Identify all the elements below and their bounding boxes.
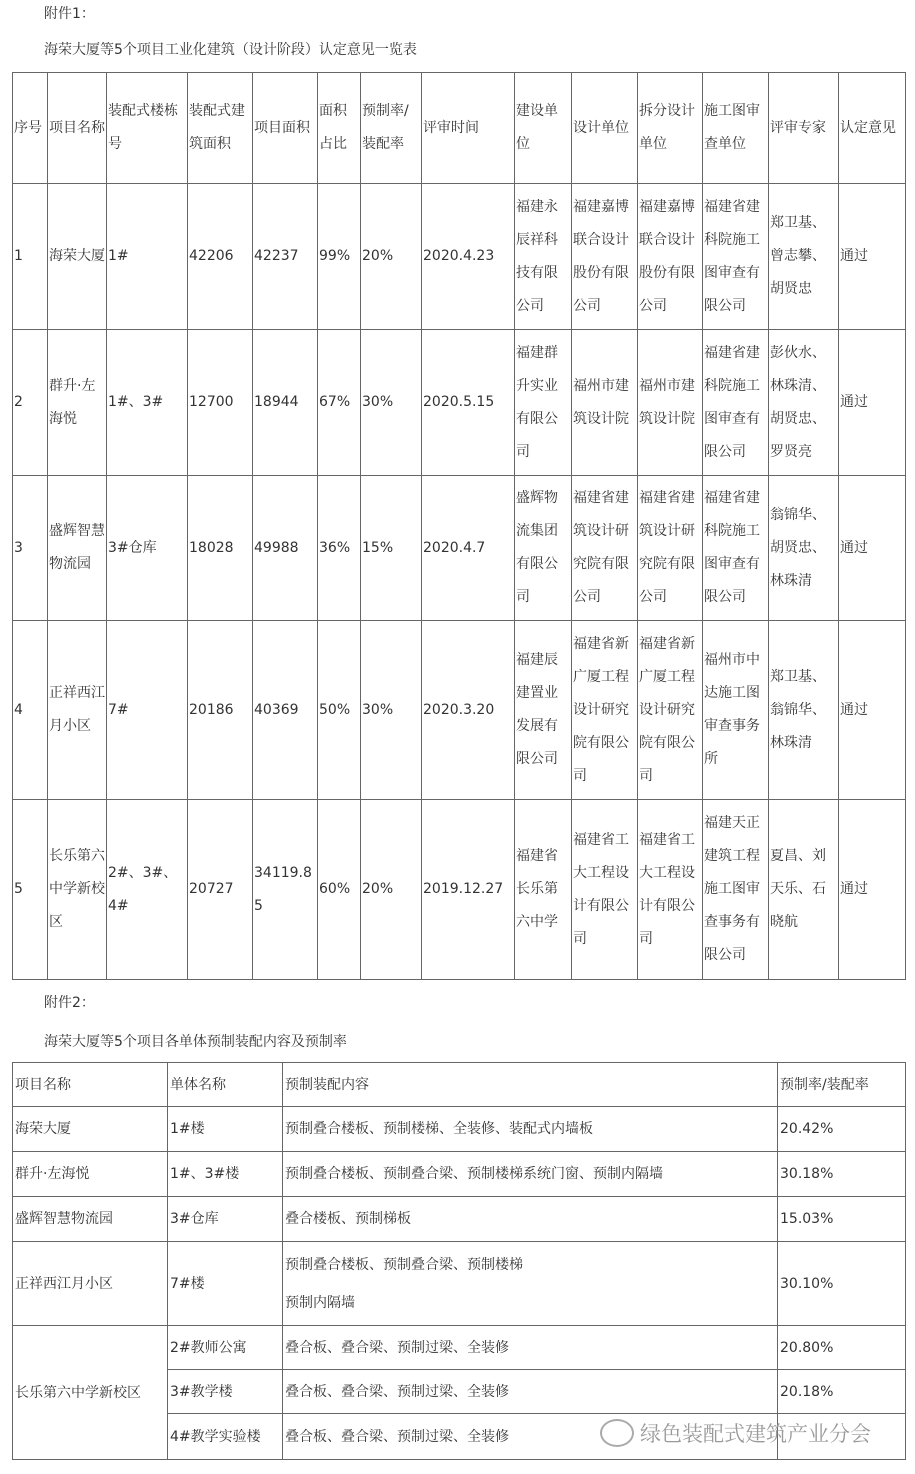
table-cell: 福建省建筑设计研究院有限公司 — [572, 476, 638, 621]
table-cell: 福建嘉博联合设计股份有限公司 — [638, 184, 703, 330]
table-cell: 福州市建筑设计院 — [572, 330, 638, 476]
table-cell: 1# — [107, 184, 188, 330]
table-cell: 长乐第六中学新校区 — [48, 800, 107, 980]
watermark — [600, 1418, 871, 1448]
table-cell: 盛辉智慧物流园 — [13, 1197, 168, 1242]
table-cell: 1 — [13, 184, 48, 330]
header-cell: 施工图审查单位 — [703, 73, 769, 184]
table-row — [13, 1197, 906, 1242]
table-cell: 福建省建筑设计研究院有限公司 — [638, 476, 703, 621]
table-cell: 福建省建科院施工图审查有限公司 — [703, 184, 769, 330]
table-row — [13, 1107, 906, 1152]
table-cell: 通过 — [839, 330, 906, 476]
table-cell — [283, 1242, 778, 1326]
table-cell: 群升·左海悦 — [13, 1152, 168, 1197]
table-cell: 群升·左海悦 — [48, 330, 107, 476]
table-cell: 2#教师公寓 — [168, 1326, 283, 1370]
table-cell: 4#教学实验楼 — [168, 1414, 283, 1460]
content-line: 预制内隔墙 — [285, 1294, 355, 1311]
header-row — [13, 73, 906, 184]
watermark-text: 绿色装配式建筑产业分会 — [640, 1422, 871, 1446]
table-cell: 福建天正建筑工程施工图审查事务有限公司 — [703, 800, 769, 980]
header-cell: 建设单位 — [515, 73, 572, 184]
table-cell: 67% — [318, 330, 361, 476]
attachment1-label: 附件1： — [44, 6, 95, 22]
table-cell: 郑卫基、翁锦华、林珠清 — [769, 621, 839, 800]
table-row — [13, 1326, 906, 1370]
header-cell: 单体名称 — [168, 1063, 283, 1107]
header-cell: 认定意见 — [839, 73, 906, 184]
table-cell: 通过 — [839, 476, 906, 621]
table-cell: 1#楼 — [168, 1107, 283, 1152]
table-cell: 福建省工大工程设计有限公司 — [638, 800, 703, 980]
table-cell: 42206 — [188, 184, 253, 330]
table-cell: 长乐第六中学新校区 — [13, 1326, 168, 1460]
header-cell: 序号 — [13, 73, 48, 184]
table-cell: 15.03% — [778, 1197, 906, 1242]
content-line: 叠合板、叠合梁、预制过梁、全装修 — [285, 1339, 509, 1356]
table-cell: 福州市中达施工图审查事务所 — [703, 621, 769, 800]
table-row — [13, 476, 906, 621]
header-cell: 装配式建筑面积 — [188, 73, 253, 184]
header-cell: 预制装配内容 — [283, 1063, 778, 1107]
table-cell: 2020.4.23 — [422, 184, 515, 330]
table-row — [13, 1152, 906, 1197]
table-cell: 34119.85 — [253, 800, 318, 980]
table-cell: 3 — [13, 476, 48, 621]
table-cell — [283, 1197, 778, 1242]
table-cell: 夏昌、刘天乐、石晓航 — [769, 800, 839, 980]
header-cell: 预制率/装配率 — [778, 1063, 906, 1107]
table-cell: 20727 — [188, 800, 253, 980]
header-cell: 项目名称 — [13, 1063, 168, 1107]
table-cell: 3#仓库 — [107, 476, 188, 621]
table-cell: 2020.5.15 — [422, 330, 515, 476]
table-cell: 40369 — [253, 621, 318, 800]
table-cell: 30.18% — [778, 1152, 906, 1197]
table-row — [13, 800, 906, 980]
header-cell: 拆分设计单位 — [638, 73, 703, 184]
table-cell — [283, 1326, 778, 1370]
table-cell: 50% — [318, 621, 361, 800]
table-cell — [283, 1370, 778, 1414]
table-cell: 福州市建筑设计院 — [638, 330, 703, 476]
table-cell: 福建省新广厦工程设计研究院有限公司 — [638, 621, 703, 800]
content-line: 叠合板、叠合梁、预制过梁、全装修 — [285, 1383, 509, 1400]
table-cell: 福建省新广厦工程设计研究院有限公司 — [572, 621, 638, 800]
table-cell: 4 — [13, 621, 48, 800]
table-cell: 15% — [361, 476, 422, 621]
content-line: 预制叠合楼板、预制叠合梁、预制楼梯 — [285, 1256, 523, 1273]
table-cell: 30.10% — [778, 1242, 906, 1326]
table-cell — [283, 1152, 778, 1197]
table-cell: 海荣大厦 — [48, 184, 107, 330]
table-cell: 翁锦华、胡贤忠、林珠清 — [769, 476, 839, 621]
table-cell: 2 — [13, 330, 48, 476]
table-cell: 7# — [107, 621, 188, 800]
table-cell: 18944 — [253, 330, 318, 476]
table-cell: 5 — [13, 800, 48, 980]
table-cell: 20% — [361, 800, 422, 980]
table-cell: 30% — [361, 330, 422, 476]
table-cell: 1#、3#楼 — [168, 1152, 283, 1197]
table-cell: 2020.4.7 — [422, 476, 515, 621]
table-cell: 福建辰建置业发展有限公司 — [515, 621, 572, 800]
table-cell: 通过 — [839, 184, 906, 330]
content-line: 叠合板、叠合梁、预制过梁、全装修 — [285, 1428, 509, 1445]
table-cell: 福建嘉博联合设计股份有限公司 — [572, 184, 638, 330]
table-cell: 正祥西江月小区 — [48, 621, 107, 800]
table-cell: 福建省长乐第六中学 — [515, 800, 572, 980]
table-cell: 2019.12.27 — [422, 800, 515, 980]
approval-table — [12, 72, 906, 980]
attachment1-title: 海荣大厦等5个项目工业化建筑（设计阶段）认定意见一览表 — [44, 42, 417, 58]
table-cell: 福建永辰祥科技有限公司 — [515, 184, 572, 330]
table-cell: 99% — [318, 184, 361, 330]
table-cell: 18028 — [188, 476, 253, 621]
table-cell: 海荣大厦 — [13, 1107, 168, 1152]
table-cell: 3#教学楼 — [168, 1370, 283, 1414]
table-cell: 12700 — [188, 330, 253, 476]
table-cell: 福建群升实业有限公司 — [515, 330, 572, 476]
table-cell — [283, 1107, 778, 1152]
table-row — [13, 330, 906, 476]
table-cell: 通过 — [839, 621, 906, 800]
table-cell: 福建省工大工程设计有限公司 — [572, 800, 638, 980]
table-cell: 49988 — [253, 476, 318, 621]
attachment2-label: 附件2： — [44, 995, 95, 1011]
header-cell: 评审专家 — [769, 73, 839, 184]
table-cell: 盛辉物流集团有限公司 — [515, 476, 572, 621]
prefab-content-table — [12, 1062, 906, 1460]
table-cell: 7#楼 — [168, 1242, 283, 1326]
table-cell: 2#、3#、4# — [107, 800, 188, 980]
header-cell: 项目面积 — [253, 73, 318, 184]
header-cell: 预制率/装配率 — [361, 73, 422, 184]
attachment2-title: 海荣大厦等5个项目各单体预制装配内容及预制率 — [44, 1034, 347, 1050]
table-cell: 36% — [318, 476, 361, 621]
table-cell: 2020.3.20 — [422, 621, 515, 800]
header-cell: 项目名称 — [48, 73, 107, 184]
table-cell: 20% — [361, 184, 422, 330]
table-cell: 盛辉智慧物流园 — [48, 476, 107, 621]
table-cell: 郑卫基、曾志攀、胡贤忠 — [769, 184, 839, 330]
table-cell: 20186 — [188, 621, 253, 800]
table-cell: 彭伙水、林珠清、胡贤忠、罗贤亮 — [769, 330, 839, 476]
table-cell: 正祥西江月小区 — [13, 1242, 168, 1326]
header-row — [13, 1063, 906, 1107]
table-cell: 20.42% — [778, 1107, 906, 1152]
table-row — [13, 621, 906, 800]
header-cell: 面积占比 — [318, 73, 361, 184]
header-cell: 装配式楼栋号 — [107, 73, 188, 184]
table-cell: 1#、3# — [107, 330, 188, 476]
table-cell: 20.80% — [778, 1326, 906, 1370]
table-cell: 福建省建科院施工图审查有限公司 — [703, 476, 769, 621]
table-row — [13, 184, 906, 330]
wechat-icon — [600, 1419, 634, 1447]
table-row — [13, 1242, 906, 1326]
table-cell: 福建省建科院施工图审查有限公司 — [703, 330, 769, 476]
table-cell: 3#仓库 — [168, 1197, 283, 1242]
table-cell: 30% — [361, 621, 422, 800]
content-line: 预制叠合楼板、预制楼梯、全装修、装配式内墙板 — [285, 1121, 593, 1137]
header-cell: 评审时间 — [422, 73, 515, 184]
header-cell: 设计单位 — [572, 73, 638, 184]
content-line: 叠合楼板、预制梯板 — [285, 1211, 411, 1227]
table-cell: 60% — [318, 800, 361, 980]
table-cell: 42237 — [253, 184, 318, 330]
table-cell: 20.18% — [778, 1370, 906, 1414]
content-line: 预制叠合楼板、预制叠合梁、预制楼梯系统门窗、预制内隔墙 — [285, 1166, 663, 1182]
table-cell: 通过 — [839, 800, 906, 980]
